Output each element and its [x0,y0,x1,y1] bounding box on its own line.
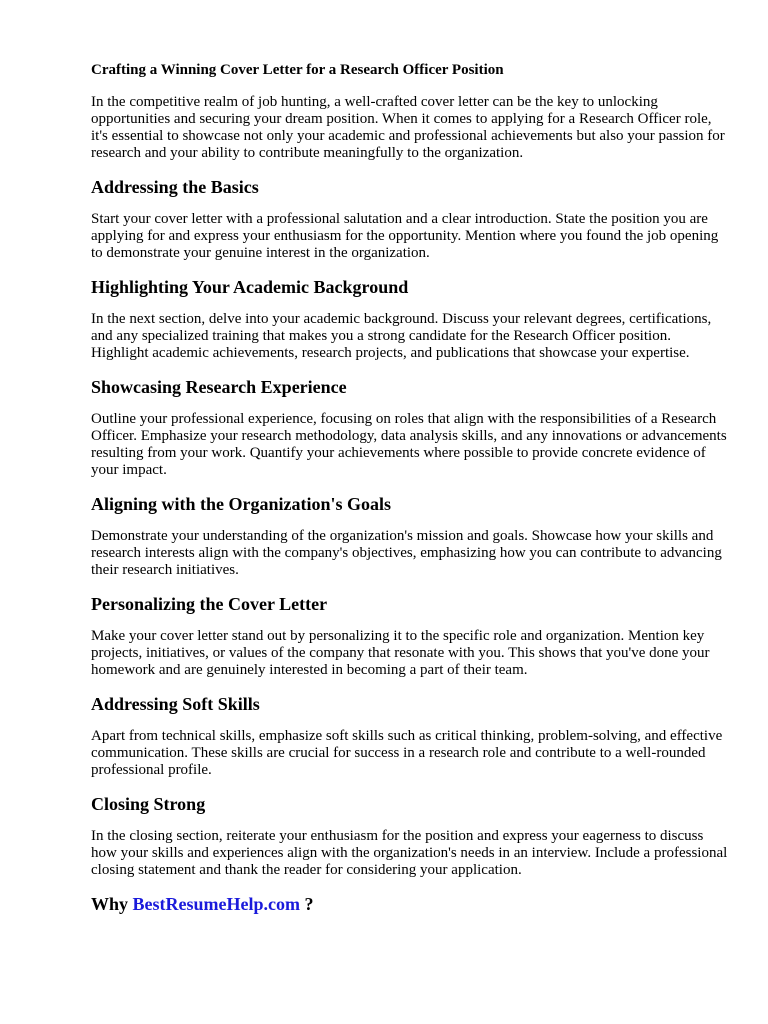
section-body-soft-skills: Apart from technical skills, emphasize soft skills such as critical thinking, problem-solving, and effective communication. These skills are crucial for success in a research role and contribute to a well-rounded professional profile. [91,728,723,778]
intro-paragraph: In the competitive realm of job hunting, a well-crafted cover letter can be the key to unlocking opportunities and securing your dream position. When it comes to applying for a Research Officer role, it's essential to showcase not only your academic and professional achievements but also your passion for research and your ability to contribute meaningfully to the organization. [91,94,725,161]
section-body-basics: Start your cover letter with a professional salutation and a clear introduction. State the position you are applying for and express your enthusiasm for the opportunity. Mention where you found the job opening to demonstrate your genuine interest in the organization. [91,211,719,261]
document-page [91,61,731,914]
section-heading-goals: Aligning with the Organization's Goals [91,494,392,514]
section-heading-academic: Highlighting Your Academic Background [91,277,409,297]
document-title: Crafting a Winning Cover Letter for a Research Officer Position [91,62,504,78]
section-body-personalizing: Make your cover letter stand out by personalizing it to the specific role and organization. Mention key projects, initiatives, or values of the company that resonate with you. This shows that you've done your homework and are genuinely interested in becoming a part of their team. [91,628,710,678]
section-heading-soft-skills: Addressing Soft Skills [91,694,260,714]
section-body-goals: Demonstrate your understanding of the organization's mission and goals. Showcase how your skills and research interests align with the company's objectives, emphasizing how you can contribute to advancing their research initiatives. [91,528,722,578]
section-body-research: Outline your professional experience, focusing on roles that align with the responsibilities of a Research Officer. Emphasize your research methodology, data analysis skills, and any innovations or advancements resulting from your work. Quantify your achievements where possible to provide concrete evidence of your impact. [91,411,727,478]
why-heading [91,894,731,914]
section-heading-closing: Closing Strong [91,794,206,814]
why-prefix: Why [91,894,129,914]
section-body-academic: In the next section, delve into your academic background. Discuss your relevant degrees, certifications, and any specialized training that makes you a strong candidate for the Research Officer position. Highlight academic achievements, research projects, and publications that showcase your expertise. [91,311,712,361]
section-body-closing: In the closing section, reiterate your enthusiasm for the position and express your eagerness to discuss how your skills and experiences align with the organization's needs in an interview. Include a professional closing statement and thank the reader for considering your application. [91,828,728,878]
section-heading-research: Showcasing Research Experience [91,377,347,397]
section-heading-basics: Addressing the Basics [91,177,259,197]
why-suffix: ? [304,894,314,914]
bestresumehelp-link[interactable]: BestResumeHelp.com [132,894,300,914]
section-heading-personalizing: Personalizing the Cover Letter [91,594,328,614]
